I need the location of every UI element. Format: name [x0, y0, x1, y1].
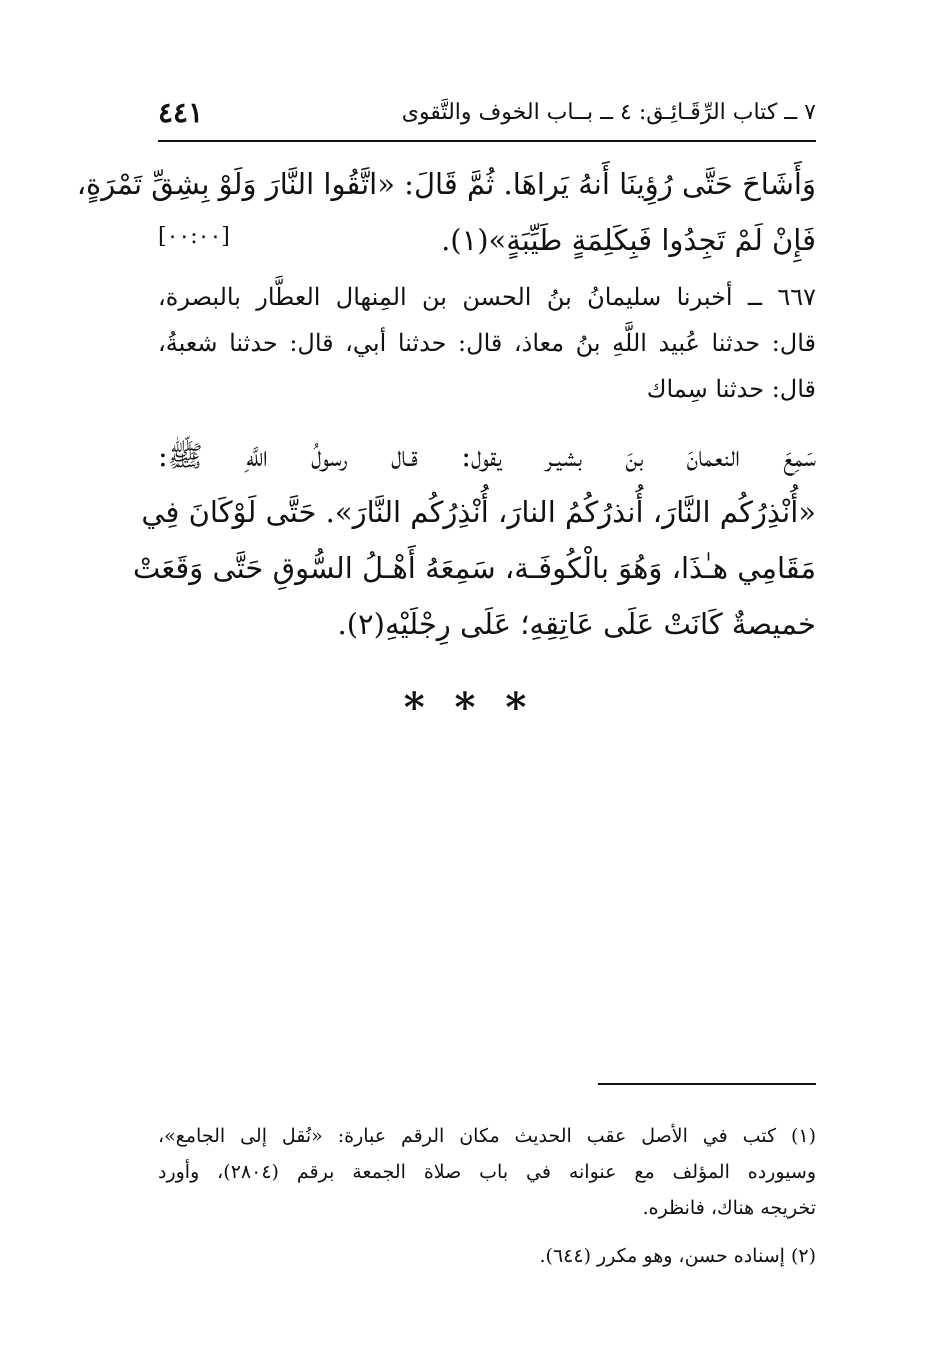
- chapter-title: ٧ ــ كتاب الرِّقَـائِـق: ٤ ــ بــاب الخوف والتَّقوى: [401, 100, 816, 125]
- footnote-line: (٢) إسناده حسن، وهو مكرر (٦٤٤).: [539, 1245, 816, 1267]
- footnote-2: [158, 1238, 816, 1274]
- footnote-line: تخريجه هناك، فانظره.: [642, 1197, 816, 1219]
- footnote-1: [158, 1118, 816, 1226]
- footnote-line: (١) كتب في الأصل عقب الحديث مكان الرقم عبارة: «نُقل إلى الجامع»،: [158, 1125, 816, 1147]
- text-line: ٦٦٧ ــ أخبرنا سليمانُ بنُ الحسن بن المِنهال العطَّار بالبصرة،: [158, 283, 816, 311]
- timestamp-marker: [٠٠:٠٠]: [158, 224, 230, 249]
- text-line: قال: حدثنا عُبيد اللَّهِ بنُ معاذ، قال: حدثنا أبي، قال: حدثنا شعبةُ،: [158, 329, 817, 357]
- hadith-667-isnad: [158, 274, 816, 412]
- text-line: سَمِعَ النعمانَ بنَ بشيـر يقول: قـال رسولُ اللَّهِ ﷺ:: [158, 439, 816, 473]
- header-divider: [158, 140, 816, 142]
- section-separator: * * *: [403, 684, 535, 731]
- page-number: ٤٤١: [158, 96, 204, 129]
- hadith-667-matn: [132, 428, 816, 652]
- text-line: «أُنْذِرُكُم النَّارَ، أُنذرُكُمُ النارَ، أُنْذِرُكُم النَّارَ». حَتَّى لَوْكَانَ فِي: [141, 495, 816, 529]
- text-line: قال: حدثنا سِماك: [646, 375, 816, 403]
- hadith-continuation: [76, 156, 816, 268]
- text-line: مَقَامِي هـٰذَا، وَهُوَ بالْكُوفَـة، سَمِعَهُ أَهْـلُ السُّوقِ حَتَّى وَقَعَتْ: [132, 551, 816, 585]
- text-line: فَإِنْ لَمْ تَجِدُوا فَبِكَلِمَةٍ طَيِّبَةٍ»(١).: [441, 223, 816, 257]
- running-header: [158, 96, 816, 136]
- footnote-line: وسيورده المؤلف مع عنوانه في باب صلاة الجمعة برقم (٢٨٠٤)، وأورد: [158, 1161, 816, 1183]
- text-line: خميصةٌ كَانَتْ عَلَى عَاتِقِهِ؛ عَلَى رِجْلَيْهِ(٢).: [337, 607, 816, 641]
- text-line: وَأَشَاحَ حَتَّى رُؤِينَا أَنهُ يَراهَا. ثُمَّ قَالَ: «اتَّقُوا النَّارَ وَلَوْ بِشِقِّ تَمْرَةٍ،: [76, 167, 816, 201]
- footnote-divider: [598, 1083, 816, 1085]
